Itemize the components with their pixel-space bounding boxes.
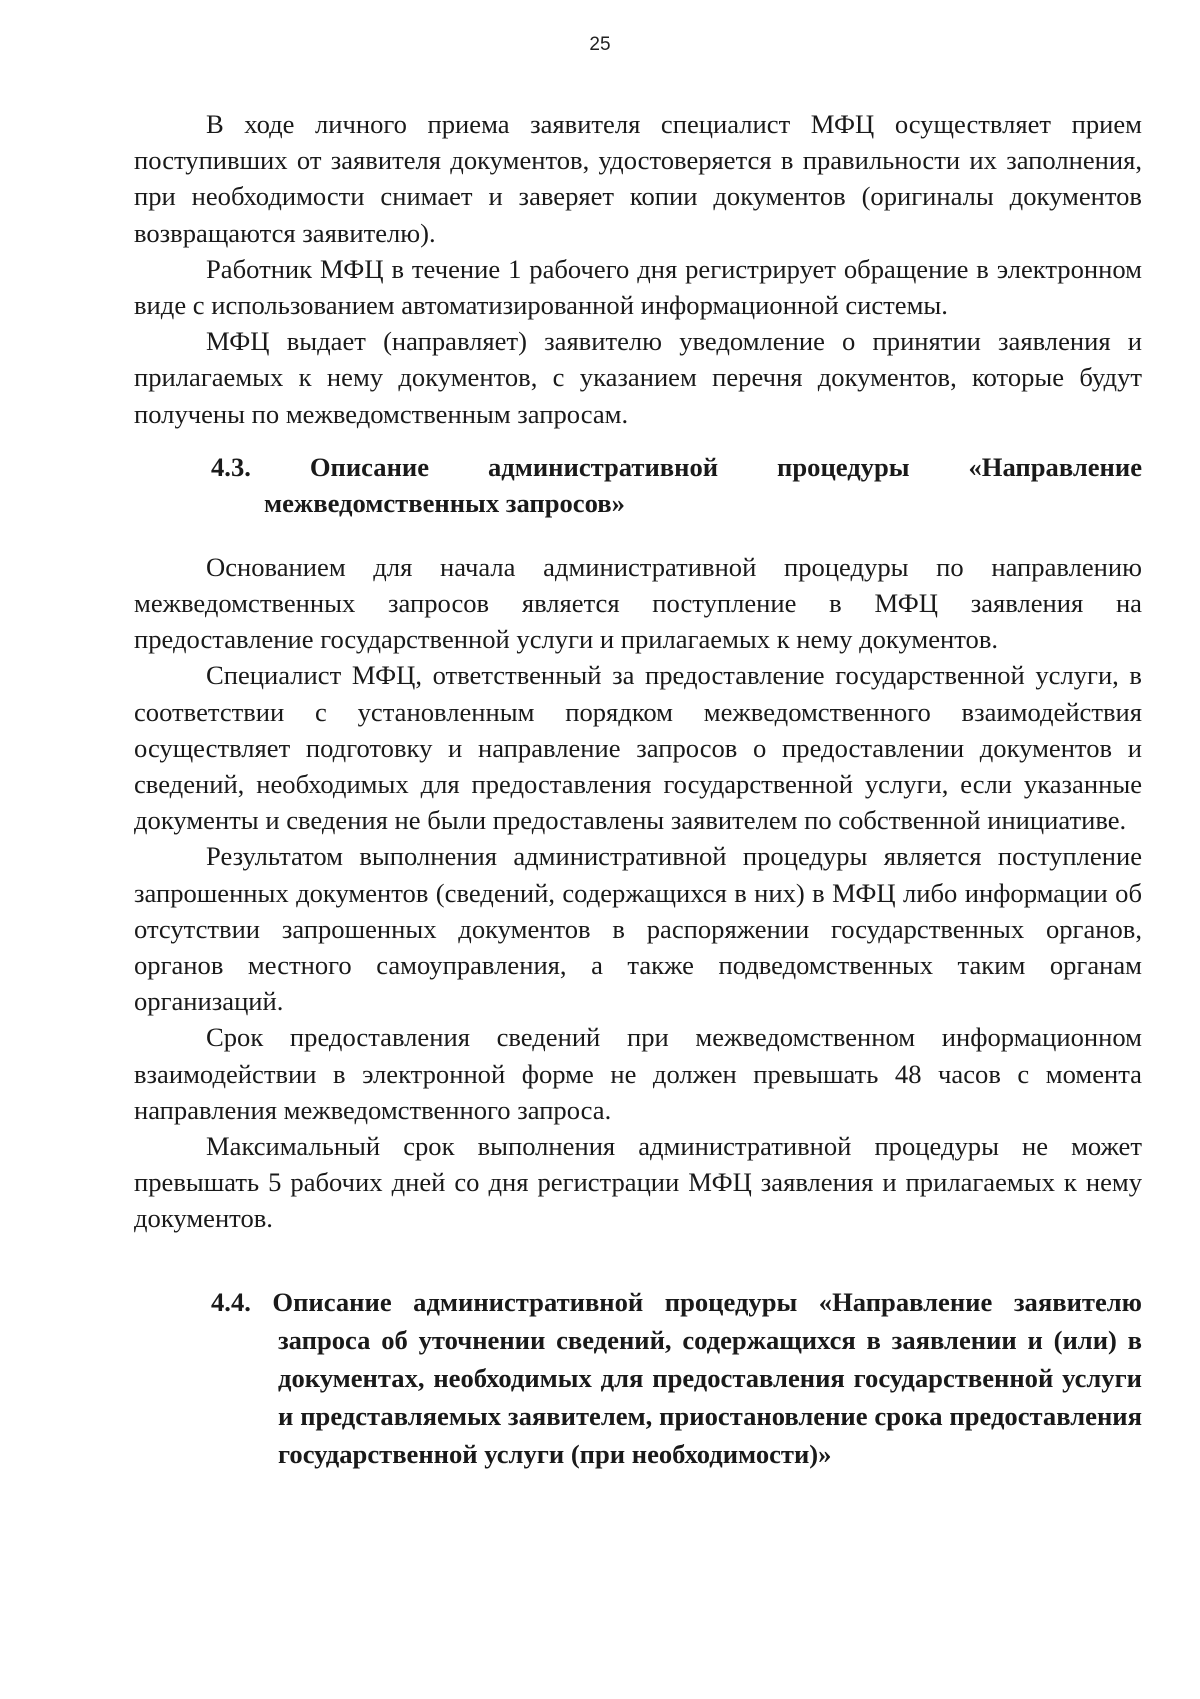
- paragraph: Максимальный срок выполнения административной процедуры не может превышать 5 рабочих дней со дня регистрации МФЦ заявления и прилагаемых к нему документов.: [134, 1131, 1142, 1234]
- paragraph: Специалист МФЦ, ответственный за предоставление государственной услуги, в соответствии с установленным порядком межведомственного взаимодействия осуществляет подготовку и направление запросов о предоставлении документов и сведений, необходимых для предоставления государственной услуги, если указанные документы и сведения не были предоставлены заявителем по собственной инициативе.: [134, 660, 1142, 836]
- document-body: [134, 106, 1142, 1473]
- section-heading-4-3: 4.3. Описание административной процедуры «Направление межведомственных запросов»: [211, 451, 1142, 518]
- paragraph: Срок предоставления сведений при межведомственном информационном взаимодействии в электронной форме не должен превышать 48 часов с момента направления межведомственного запроса.: [134, 1022, 1142, 1125]
- paragraph: МФЦ выдает (направляет) заявителю уведомление о принятии заявления и прилагаемых к нему документов, с указанием перечня документов, которые будут получены по межведомственным запросам.: [134, 326, 1142, 429]
- paragraph: Работник МФЦ в течение 1 рабочего дня регистрирует обращение в электронном виде с использованием автоматизированной информационной системы.: [134, 253, 1142, 321]
- paragraph: Результатом выполнения административной процедуры является поступление запрошенных документов (сведений, содержащихся в них) в МФЦ либо информации об отсутствии запрошенных документов в распоряжении государственных органов, органов местного самоуправления, а также подведомственных таким органам организаций.: [134, 841, 1142, 1017]
- page-number: 25: [589, 34, 611, 55]
- section-heading-4-4: 4.4. Описание административной процедуры «Направление заявителю запроса об уточнении сведений, содержащихся в заявлении и (или) в документах, необходимых для предоставления государственной услуги и представляемых заявителем, приостановление срока предоставления государственной услуги (при необходимости)»: [211, 1286, 1142, 1469]
- paragraph: В ходе личного приема заявителя специалист МФЦ осуществляет прием поступивших от заявителя документов, удостоверяется в правильности их заполнения, при необходимости снимает и заверяет копии документов (оригиналы документов возвращаются заявителю).: [134, 109, 1142, 248]
- paragraph: Основанием для начала административной процедуры по направлению межведомственных запросов является поступление в МФЦ заявления на предоставление государственной услуги и прилагаемых к нему документов.: [134, 551, 1142, 655]
